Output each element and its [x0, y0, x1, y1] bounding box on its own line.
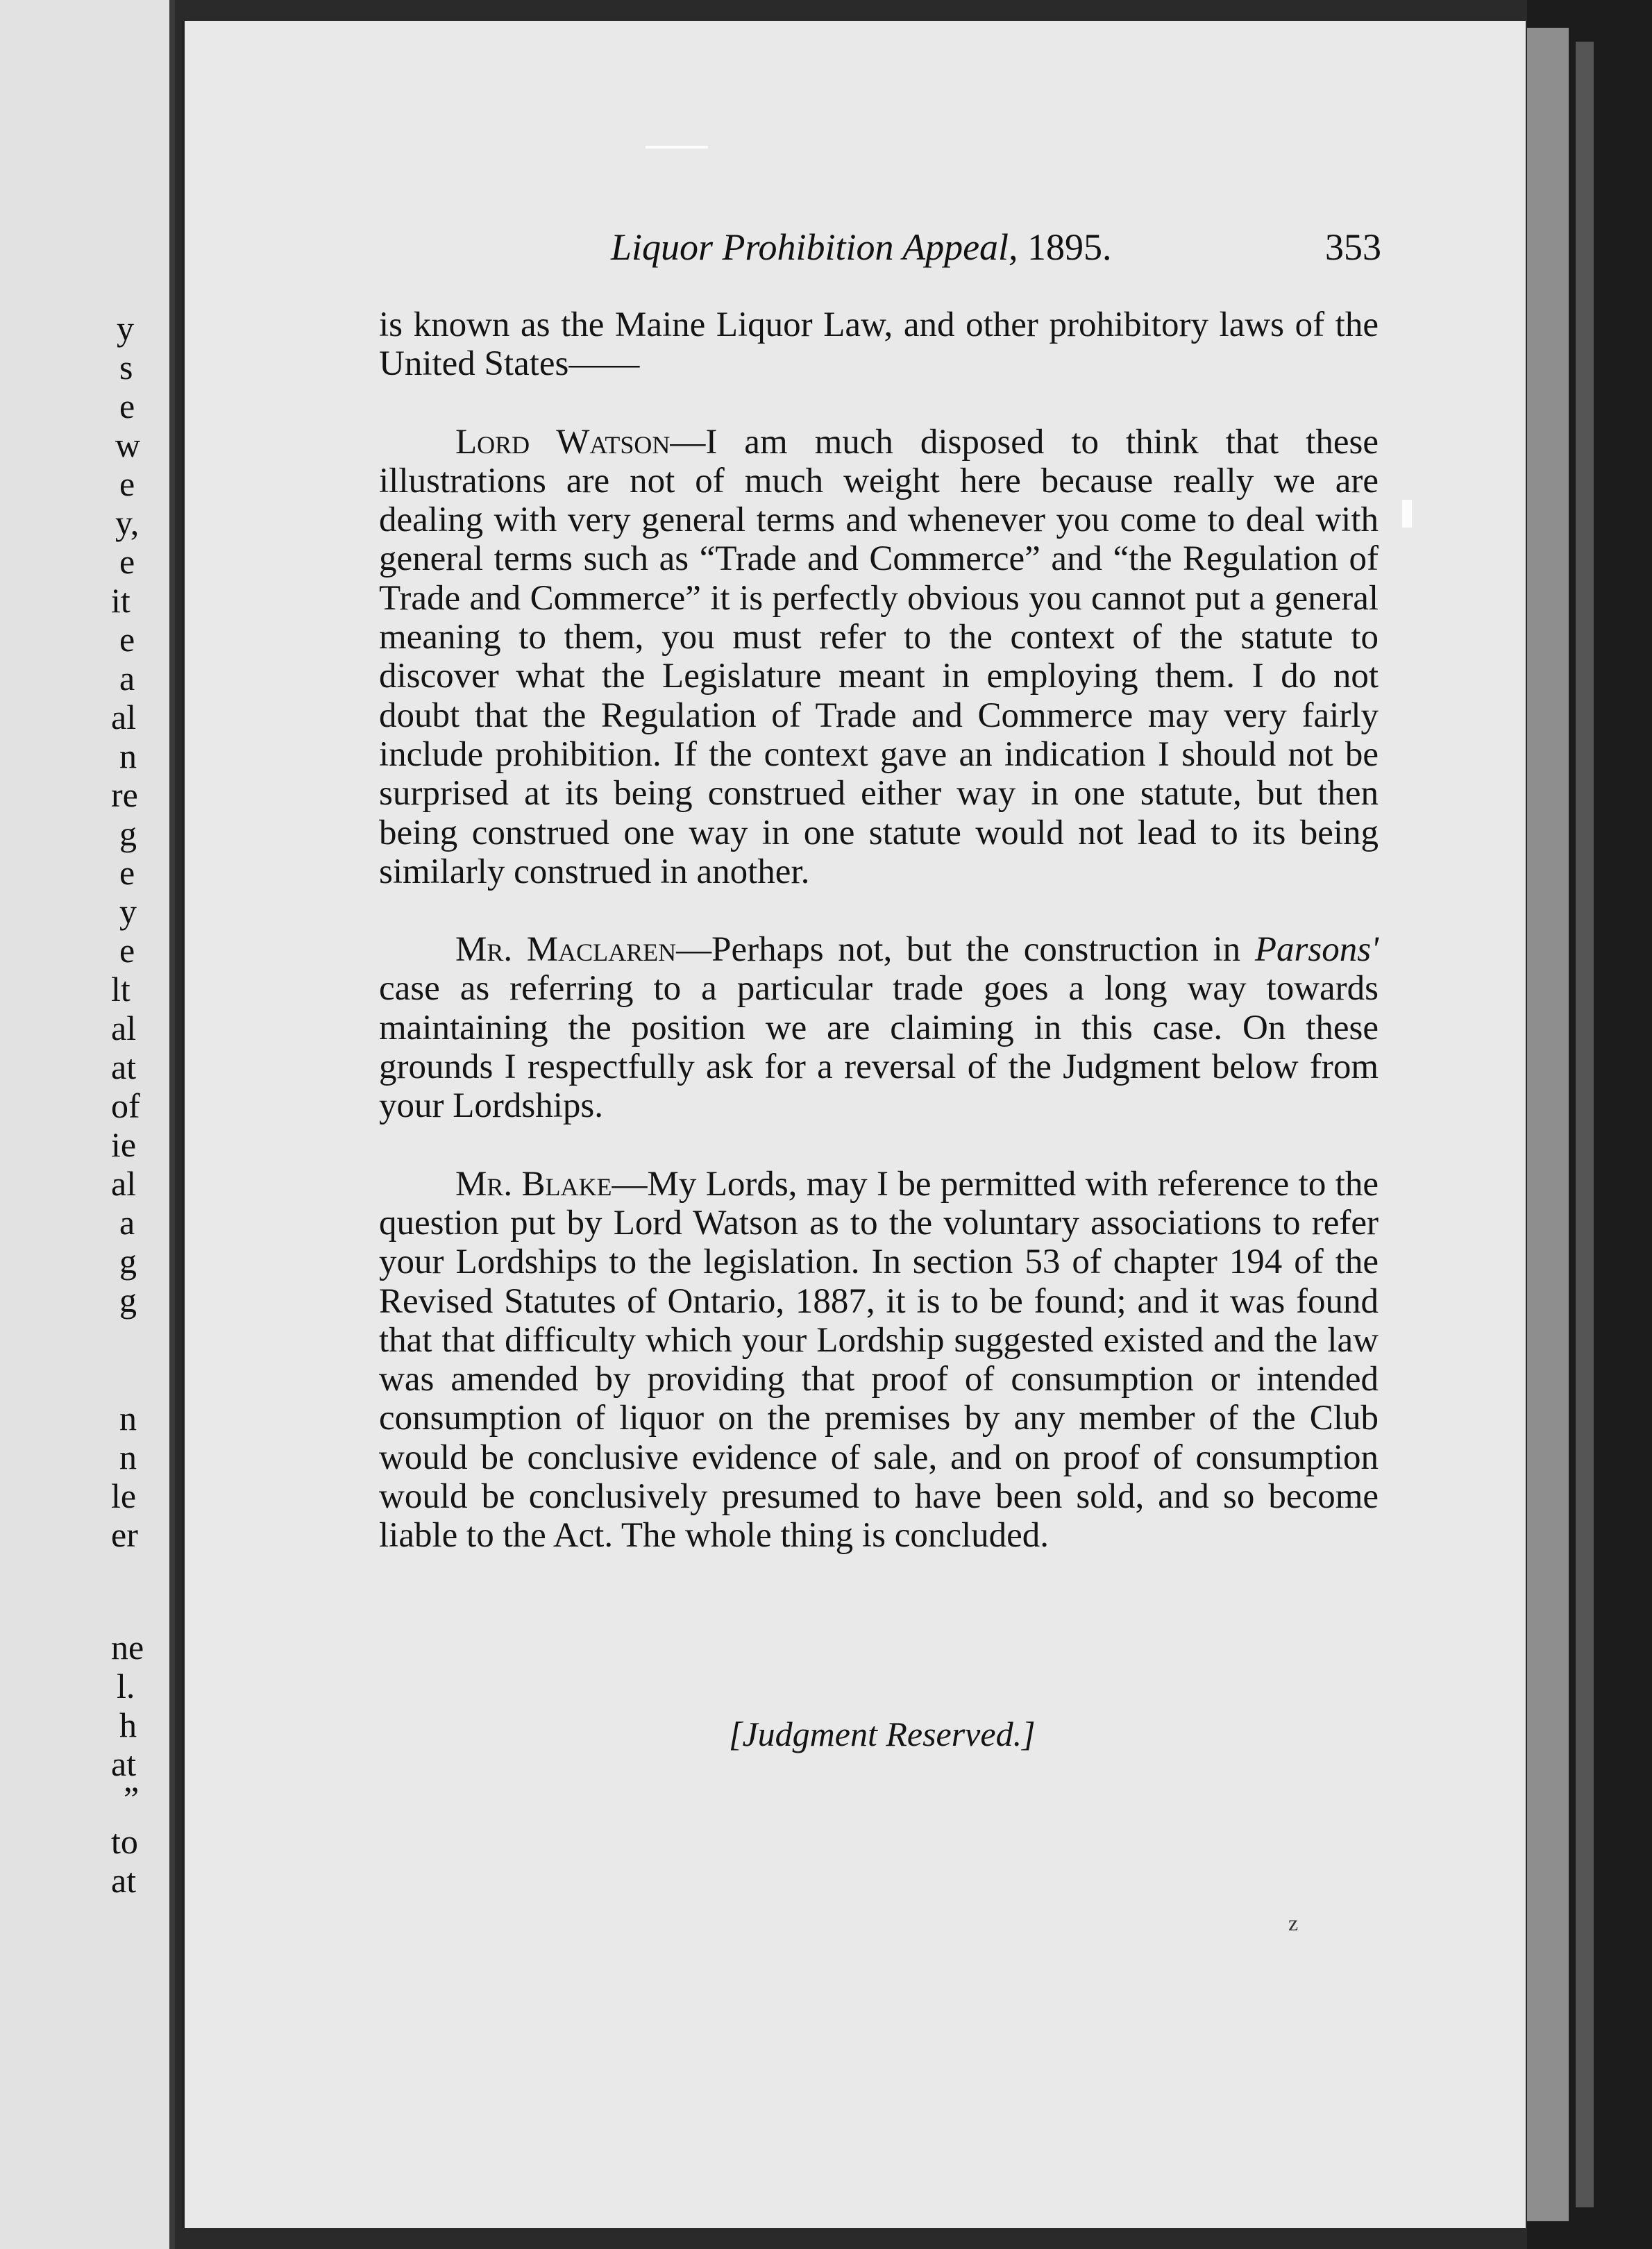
page-right-edge [1527, 0, 1652, 2249]
prev-fragment: y, [115, 503, 140, 542]
prev-fragment: al [111, 1009, 137, 1047]
prev-fragment: le [111, 1476, 137, 1515]
paragraph-text: —My Lords, may I be permitted with reference to the question put by Lord Watson as to the voluntary associations to refer your Lordships to the legislation. In section 53 of chapter 194 of the Revised Statutes of Ontario, 1887, it is to be found; and it was found that that difficulty which your Lordship suggested existed and the law was amended by providing that proof of consumption or intended consumption of liquor on the premises by any member of the Club would be conclusive evidence of sale, and on proof of consumption would be conclusively presumed to have been sold, and so become liable to the Act. The whole thing is concluded. [379, 1164, 1379, 1556]
prev-fragment: e [119, 931, 135, 970]
paragraph-text: —I am much disposed to think that these illustrations are not of much weight here because really we are dealing with very general terms and whenever you come to deal with general terms such as “Trade and Commerce” and “the Regulation of Trade and Commerce” it is perfectly obvious you cannot put a general meaning to them, you must refer to the context of the statute to discover what the Legislature meant in employing them. I do not doubt that the Regulation of Trade and Commerce may very fairly include prohibition. If the context gave an indication I should not be surprised at its being construed either way in one statute, but then being construed one way in one statute would not lead to its being similarly construed in another. [379, 422, 1379, 891]
speaker-name: Lord Watson [455, 422, 671, 462]
paragraph-text: —Perhaps not, but the construction in [676, 930, 1255, 970]
judgment-reserved: [Judgment Reserved.] [729, 1715, 1036, 1753]
prev-fragment: y [119, 892, 137, 931]
prev-fragment: g [119, 1242, 137, 1281]
prev-fragment: ie [111, 1125, 137, 1164]
page-edge-band [1527, 28, 1569, 2221]
page-edge-shadow [1576, 42, 1594, 2207]
prev-fragment: ne [111, 1628, 144, 1667]
paragraph-text: is known as the Maine Liquor Law, and other prohibitory laws of the United States—— [379, 305, 1379, 384]
paragraph-mr-maclaren [379, 930, 1379, 1125]
prev-fragment: to [111, 1822, 138, 1861]
prev-fragment: n [119, 1438, 137, 1476]
prev-fragment: a [119, 1203, 135, 1242]
prev-fragment: w [115, 426, 141, 464]
running-header [611, 226, 1381, 268]
paragraph-lord-watson [379, 423, 1379, 892]
prev-fragment: of [111, 1086, 140, 1125]
speaker-name: Mr. Maclaren [455, 930, 677, 970]
case-name: Parsons' [1254, 930, 1379, 970]
prev-fragment: g [119, 814, 137, 853]
prev-fragment: it [111, 581, 130, 620]
prev-fragment: s [119, 348, 133, 387]
prev-fragment: at [111, 1744, 137, 1783]
prev-fragment: re [111, 775, 138, 814]
paragraph-mr-blake [379, 1165, 1379, 1556]
prev-fragment: h [119, 1705, 137, 1744]
prev-fragment: e [119, 620, 135, 659]
paragraph-continuation [379, 305, 1379, 384]
scan-speck [646, 146, 708, 149]
body-text [379, 305, 1379, 1594]
speaker-name: Mr. Blake [455, 1164, 612, 1204]
prev-fragment: y [117, 309, 134, 348]
signature-mark: z [1288, 1910, 1299, 1935]
prev-fragment: er [111, 1515, 138, 1554]
paragraph-text: case as referring to a particular trade goes a long way towards maintaining the position we are claiming in this case. On these grounds I respectfully ask for a reversal of the Judgment below from your Lordships. [379, 969, 1379, 1126]
gutter-line [169, 0, 175, 2249]
prev-fragment: at [111, 1861, 137, 1900]
prev-fragment: at [111, 1047, 137, 1086]
prev-fragment: l. [117, 1667, 135, 1705]
prev-fragment: n [119, 736, 137, 775]
prev-fragment: g [119, 1281, 137, 1320]
prev-fragment: e [119, 464, 135, 503]
prev-fragment: e [119, 853, 135, 892]
page-number: 353 [1325, 226, 1381, 268]
prev-fragment: al [111, 698, 137, 736]
prev-fragment: n [119, 1399, 137, 1438]
running-title-text: Liquor Prohibition Appeal, [611, 226, 1018, 268]
prev-fragment: a [119, 659, 135, 698]
prev-fragment: ” [124, 1779, 140, 1818]
prev-fragment: al [111, 1164, 137, 1203]
prev-fragment: e [119, 542, 135, 581]
prev-fragment: lt [111, 970, 130, 1009]
previous-page-edge [0, 0, 175, 2249]
running-title [611, 226, 1112, 268]
running-title-year: 1895. [1027, 226, 1112, 268]
prev-fragment: e [119, 387, 135, 426]
scan-speck [1402, 500, 1412, 528]
